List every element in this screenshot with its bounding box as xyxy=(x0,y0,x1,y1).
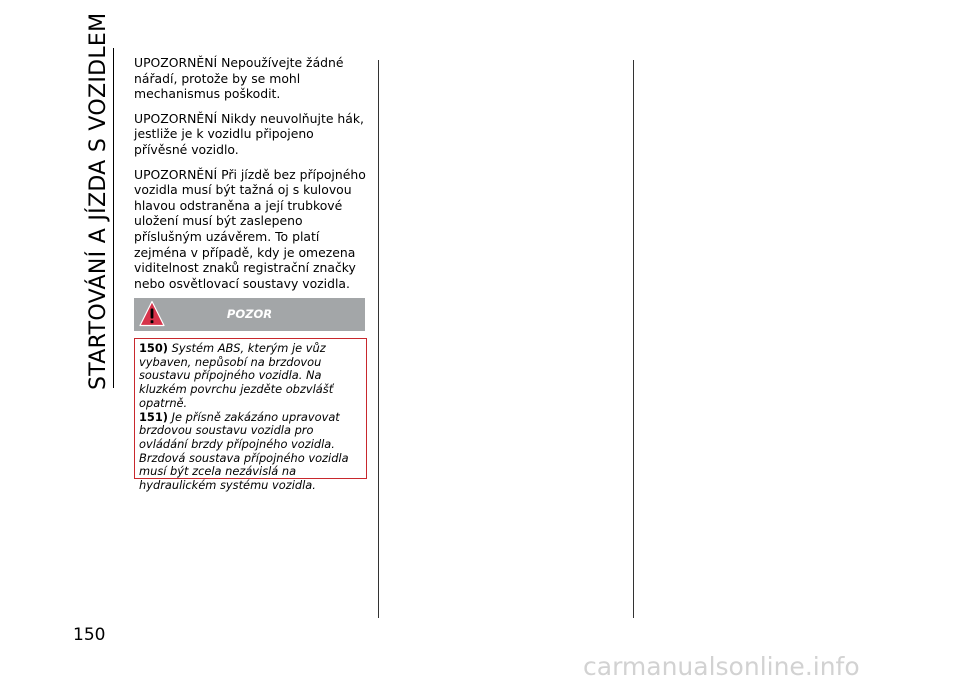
section-title-rule xyxy=(113,48,114,388)
caution-item-text: Je přísně zakázáno upravovat brzdovou soustavu vozidla pro ovládání brzdy přípojného vozidla. Brzdová soustava přípojného vozidla musí být zcela nezávislá na hydraulickém systému vozidla. xyxy=(139,409,349,493)
caution-item-text: Systém ABS, kterým je vůz vybaven, nepůsobí na brzdovou soustavu přípojného vozidla. Na kluzkém povrchu jezděte obzvlášť opatrně. xyxy=(139,341,334,410)
warning-paragraph-2: UPOZORNĚNÍ Nikdy neuvolňujte hák, jestliže je k vozidlu připojeno přívěsné vozidlo. xyxy=(134,110,364,157)
column-divider-left xyxy=(378,60,379,618)
watermark: carmanualsonline.info xyxy=(583,652,860,681)
caution-item-number: 150) xyxy=(139,341,168,355)
caution-header-bar xyxy=(134,298,365,331)
caution-item-number: 151) xyxy=(139,409,168,424)
section-title: STARTOVÁNÍ A JÍZDA S VOZIDLEM xyxy=(86,12,111,390)
caution-item xyxy=(139,411,362,493)
column-divider-right xyxy=(633,60,634,618)
warning-paragraph-3: UPOZORNĚNÍ Při jízdě bez přípojného vozidla musí být tažná oj s kulovou hlavou odstraněna a její trubkové uložení musí být zaslepeno příslušným uzávěrem. To platí zejména v případě, kdy je omezena viditelnost znaků registrační značky nebo osvětlovací soustavy vozidla. xyxy=(134,166,366,291)
caution-box xyxy=(134,338,367,493)
caution-item xyxy=(139,342,362,411)
page-number: 150 xyxy=(73,625,106,645)
caution-title: POZOR xyxy=(226,307,273,321)
warning-paragraph-1: UPOZORNĚNÍ Nepoužívejte žádné nářadí, protože by se mohl mechanismus poškodit. xyxy=(134,55,344,102)
main-text-column xyxy=(134,55,366,300)
